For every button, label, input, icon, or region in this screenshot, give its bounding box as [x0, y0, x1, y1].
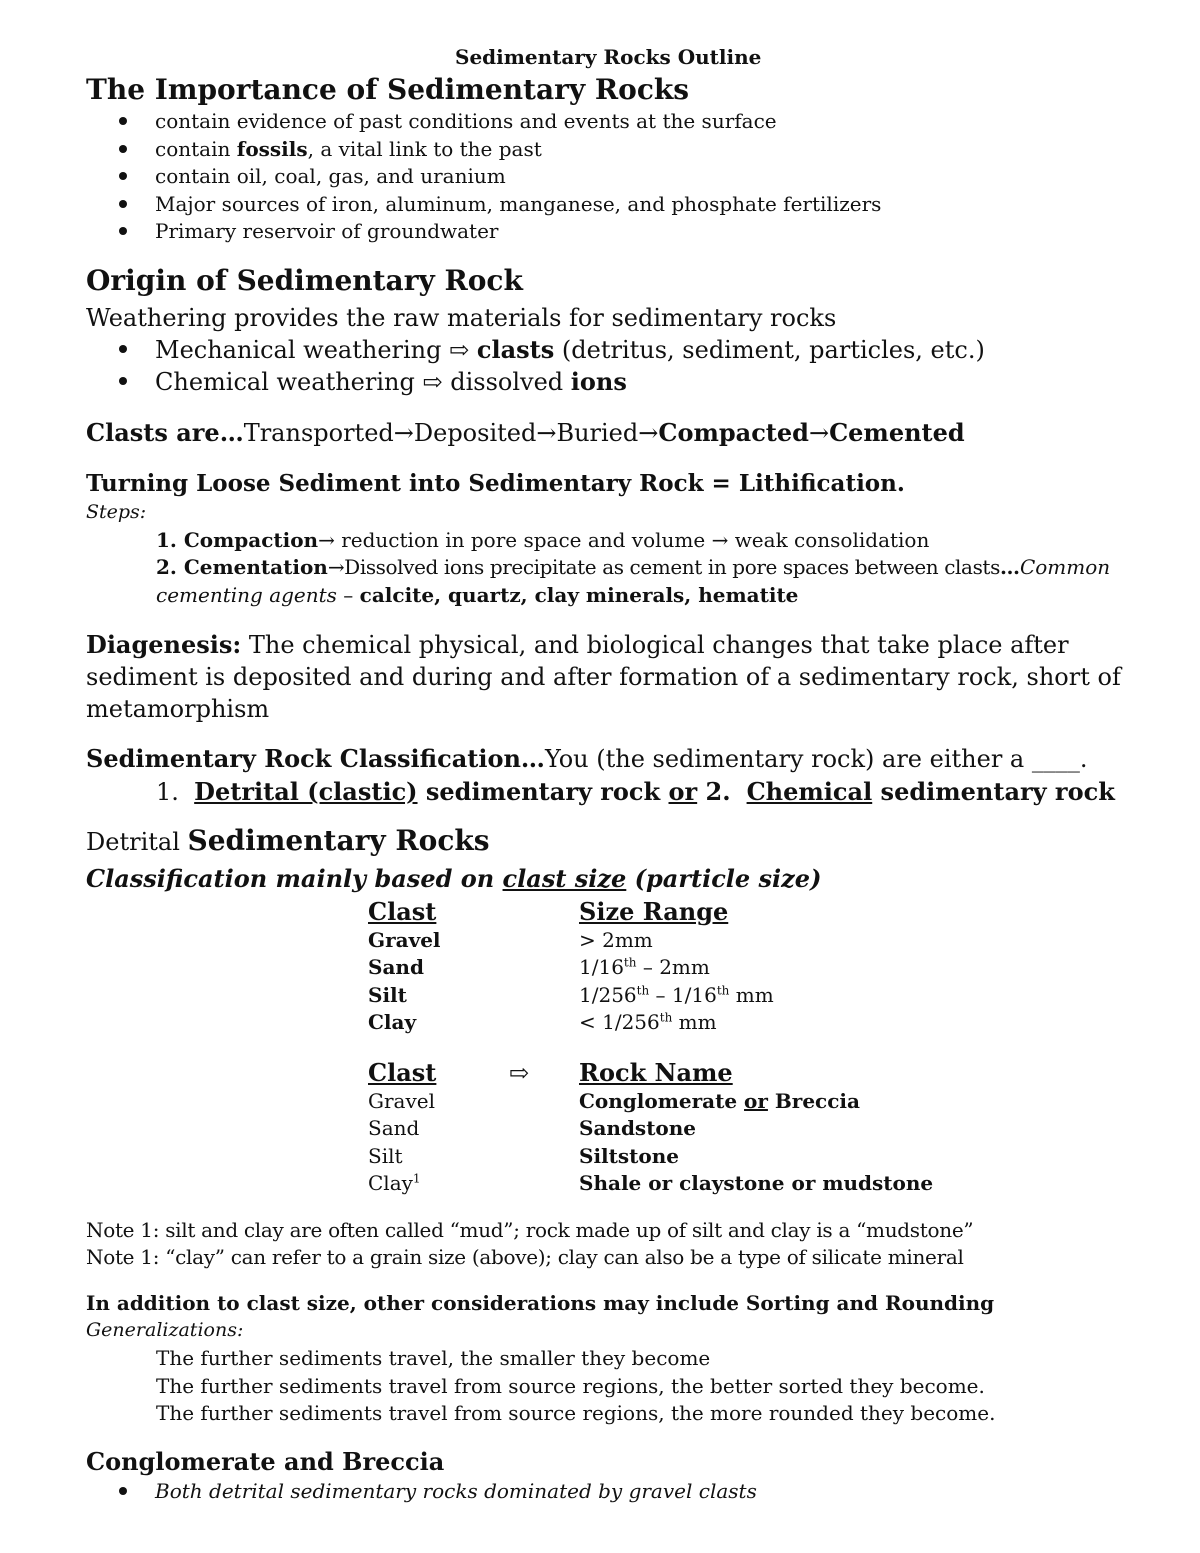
- bullet-dot: [119, 200, 127, 208]
- classification-options: 1. Detrital (clastic) sedimentary rock or 2. Chemical sedimentary rock: [156, 777, 1115, 806]
- rock-row-clast: Gravel: [368, 1089, 435, 1113]
- note-1: Note 1: silt and clay are often called “mud”; rock made up of silt and clay is a “mudstone”: [86, 1218, 974, 1242]
- rock-table-clast-header: Clast: [368, 1058, 437, 1087]
- classification-line: Sedimentary Rock Classification…You (the sedimentary rock) are either a ____.: [86, 744, 1088, 773]
- bullet-dot: [119, 227, 127, 235]
- step-cementation: 2. Cementation→Dissolved ions precipitate as cement in pore spaces between clasts…Common: [156, 555, 1111, 579]
- bullet-dot: [119, 1487, 127, 1495]
- generalization-2: The further sediments travel from source regions, the better sorted they become.: [156, 1374, 985, 1398]
- rock-row-clast: Clay$^1$: [368, 1171, 421, 1195]
- note-2: Note 1: “clay” can refer to a grain size (above); clay can also be a type of silicate mineral: [86, 1245, 964, 1269]
- size-table-range-header: Size Range: [579, 897, 729, 926]
- generalization-3: The further sediments travel from source regions, the more rounded they become.: [156, 1401, 996, 1425]
- rock-table-arrow-icon: ⇨: [509, 1058, 530, 1087]
- detrital-subheading: Classification mainly based on clast size (particle size): [86, 864, 822, 893]
- bullet-dot: [119, 172, 127, 180]
- generalization-1: The further sediments travel, the smaller they become: [156, 1346, 711, 1370]
- conglomerate-bullet-1: Both detrital sedimentary rocks dominated by gravel clasts: [155, 1479, 757, 1503]
- importance-bullet-2: contain fossils, a vital link to the past: [155, 137, 542, 161]
- size-row-range: < 1/256th mm: [579, 1010, 717, 1034]
- rock-row-name: Conglomerate or Breccia: [579, 1089, 860, 1113]
- size-row-clast: Silt: [368, 983, 407, 1007]
- detrital-heading: Detrital Sedimentary Rocks: [86, 824, 490, 857]
- size-row-range: 1/256th – 1/16th mm: [579, 983, 774, 1007]
- importance-heading: The Importance of Sedimentary Rocks: [86, 73, 690, 106]
- importance-bullet-1: contain evidence of past conditions and events at the surface: [155, 109, 777, 133]
- conglomerate-heading: Conglomerate and Breccia: [86, 1447, 445, 1476]
- diagenesis-line-3: metamorphism: [86, 695, 270, 723]
- steps-label: Steps:: [86, 501, 147, 523]
- bullet-dot: [119, 145, 127, 153]
- document-title: Sedimentary Rocks Outline: [455, 45, 762, 69]
- bullet-dot: [119, 117, 127, 125]
- step-compaction: 1. Compaction→ reduction in pore space and volume → weak consolidation: [156, 528, 930, 552]
- size-row-range: > 2mm: [579, 928, 653, 952]
- importance-bullet-3: contain oil, coal, gas, and uranium: [155, 164, 506, 188]
- rock-row-clast: Sand: [368, 1116, 420, 1140]
- rock-row-name: Sandstone: [579, 1116, 697, 1140]
- rock-row-name: Siltstone: [579, 1144, 679, 1168]
- chemical-weathering-bullet: Chemical weathering ⇨ dissolved ions: [155, 367, 627, 396]
- size-row-clast: Gravel: [368, 928, 441, 952]
- rock-table-name-header: Rock Name: [579, 1058, 733, 1087]
- rock-row-clast: Silt: [368, 1144, 403, 1168]
- generalizations-label: Generalizations:: [86, 1319, 244, 1341]
- clasts-process-line: Clasts are…Transported→Deposited→Buried→Compacted→Cemented: [86, 418, 965, 447]
- importance-bullet-4: Major sources of iron, aluminum, manganese, and phosphate fertilizers: [155, 192, 882, 216]
- bullet-dot: [119, 345, 127, 353]
- origin-heading: Origin of Sedimentary Rock: [86, 264, 523, 297]
- size-row-range: 1/16th – 2mm: [579, 955, 710, 979]
- mechanical-weathering-bullet: Mechanical weathering ⇨ clasts (detritus, sediment, particles, etc.): [155, 335, 985, 364]
- size-row-clast: Clay: [368, 1010, 417, 1034]
- diagenesis-line-2: sediment is deposited and during and after formation of a sedimentary rock, short of: [86, 663, 1121, 691]
- size-table-clast-header: Clast: [368, 897, 437, 926]
- origin-intro: Weathering provides the raw materials for sedimentary rocks: [86, 304, 837, 332]
- size-row-clast: Sand: [368, 955, 424, 979]
- cementing-agents: cementing agents – calcite, quartz, clay minerals, hematite: [156, 583, 799, 607]
- bullet-dot: [119, 377, 127, 385]
- importance-bullet-5: Primary reservoir of groundwater: [155, 219, 499, 243]
- lithification-heading: Turning Loose Sediment into Sedimentary Rock = Lithification.: [86, 470, 905, 497]
- diagenesis-line-1: Diagenesis: The chemical physical, and biological changes that take place after: [86, 630, 1069, 659]
- sorting-heading: In addition to clast size, other considerations may include Sorting and Rounding: [86, 1291, 995, 1315]
- rock-row-name: Shale or claystone or mudstone: [579, 1171, 934, 1195]
